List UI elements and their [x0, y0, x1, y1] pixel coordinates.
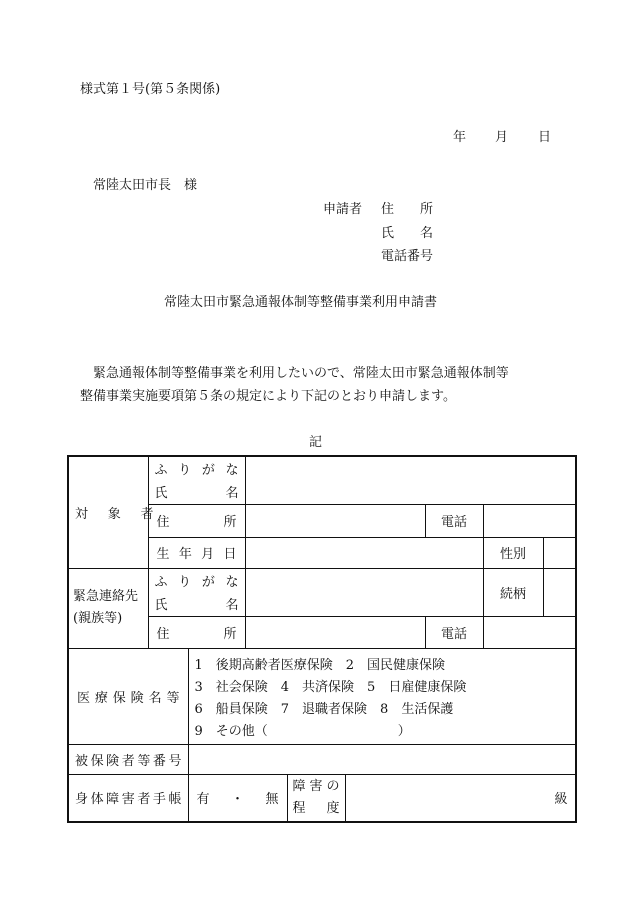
insurance-label-cell: [68, 648, 188, 744]
disability-separator: ・: [230, 792, 244, 808]
subject-phone-label-cell: [425, 504, 483, 537]
insurance-option-line-2[interactable]: 3 社会保険 4 共済保険 5 日雇健康保険: [194, 679, 467, 695]
emergency-furigana-label: ふ り が な: [154, 575, 239, 590]
subject-sex-label: 性別: [499, 547, 526, 562]
subject-sex-input[interactable]: [543, 537, 576, 568]
form-number: 様式第１号(第５条関係): [80, 82, 221, 97]
applicant-address-label: 住 所: [381, 202, 434, 217]
subject-address-input[interactable]: [245, 504, 425, 537]
insurance-options-cell: [188, 648, 576, 744]
subject-furigana-label: ふ り が な: [154, 463, 239, 479]
application-table: [67, 455, 577, 823]
disability-grade-input[interactable]: [345, 774, 576, 822]
date-month-label: 月: [495, 130, 509, 145]
subject-address-label-cell: [148, 504, 245, 537]
emergency-relationship-input[interactable]: [543, 568, 576, 616]
emergency-address-label-cell: [148, 616, 245, 648]
disability-yes-option[interactable]: 有: [196, 792, 210, 808]
subject-phone-input[interactable]: [483, 504, 576, 537]
insured-number-input[interactable]: [188, 744, 576, 774]
emergency-label-cell: [68, 568, 148, 648]
emergency-label-sub: (親族等): [73, 611, 123, 626]
disability-degree-label-2: 程 度: [292, 800, 340, 816]
subject-name-label: 氏 名: [154, 486, 239, 502]
disability-label-cell: [68, 774, 188, 822]
insurance-label: 医 療 保 険 名 等: [77, 690, 180, 706]
emergency-phone-input[interactable]: [483, 616, 576, 648]
emergency-furigana-name-label-cell: [148, 568, 245, 616]
subject-birthdate-input[interactable]: [245, 537, 483, 568]
subject-furigana-name-label-cell: [148, 456, 245, 504]
insured-number-label-cell: [68, 744, 188, 774]
subject-label: 対 象 者: [75, 506, 154, 522]
subject-birthdate-label-cell: [148, 537, 245, 568]
emergency-label: 緊急連絡先: [73, 589, 139, 604]
disability-has-cell[interactable]: [188, 774, 287, 822]
subject-phone-label: 電話: [440, 515, 467, 530]
subject-birthdate-label: 生 年 月 日: [156, 547, 237, 562]
emergency-address-input[interactable]: [245, 616, 425, 648]
document-title: 常陸太田市緊急通報体制等整備事業利用申請書: [164, 295, 438, 310]
date-day-label: 日: [538, 130, 552, 145]
emergency-name-label: 氏 名: [154, 598, 239, 613]
body-text-line-2: 整備事業実施要項第５条の規定により下記のとおり申請します。: [80, 389, 456, 404]
emergency-relationship-label: 続柄: [499, 586, 526, 602]
addressee: 常陸太田市長 様: [93, 178, 198, 193]
emergency-address-label: 住 所: [156, 626, 237, 642]
applicant-name-label: 氏 名: [381, 226, 434, 241]
subject-label-cell: [68, 456, 154, 568]
body-text-line-1: 緊急通報体制等整備事業を利用したいので、常陸太田市緊急通報体制等: [93, 366, 509, 381]
applicant-phone-label: 電話番号: [381, 249, 434, 264]
ki-heading: 記: [309, 435, 323, 450]
insurance-option-line-4[interactable]: 9 その他（ ）: [194, 723, 411, 739]
insured-number-label: 被 保 険 者 等 番 号: [75, 753, 182, 769]
insurance-option-line-3[interactable]: 6 船員保険 7 退職者保険 8 生活保護: [194, 701, 454, 717]
date-year-label: 年: [453, 130, 467, 145]
disability-label: 身 体 障 害 者 手 帳: [75, 792, 182, 808]
emergency-phone-label-cell: [425, 616, 483, 648]
insurance-option-line-1[interactable]: 1 後期高齢者医療保険 2 国民健康保険: [194, 657, 446, 673]
emergency-phone-label: 電話: [440, 626, 467, 642]
emergency-relationship-label-cell: [483, 568, 543, 616]
emergency-name-input[interactable]: [245, 568, 483, 616]
subject-sex-label-cell: [483, 537, 543, 568]
disability-degree-label-1: 障 害 の: [292, 778, 340, 794]
disability-degree-label-cell: [287, 774, 345, 822]
subject-address-label: 住 所: [156, 515, 237, 530]
applicant-label: 申請者: [323, 202, 363, 217]
disability-grade-label: 級: [554, 792, 568, 808]
disability-no-option[interactable]: 無: [265, 792, 279, 808]
subject-name-input[interactable]: [245, 456, 576, 504]
